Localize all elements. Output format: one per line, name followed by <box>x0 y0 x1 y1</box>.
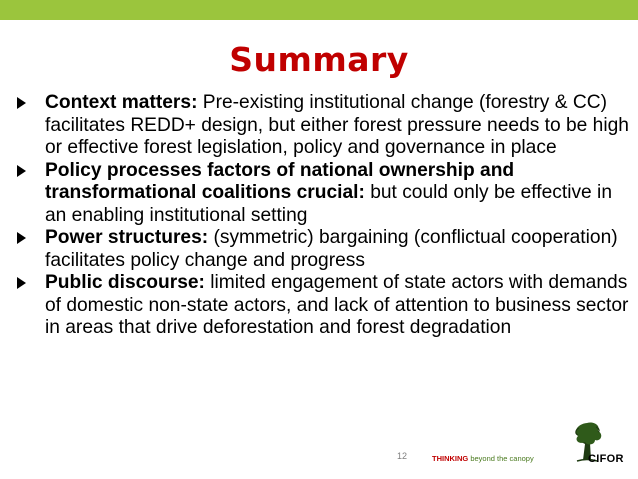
bullet-text: Pre-existing institutional change (forestry & CC) facilitates REDD+ design, but either forest pressure needs to be high or effective forest legislation, policy and governance in place <box>45 92 629 158</box>
bullet-lead: Power structures: <box>45 227 209 248</box>
bullet-lead: Context matters: <box>45 92 198 113</box>
bullet-item <box>14 227 629 272</box>
bullet-list <box>14 92 629 340</box>
tagline-rest: beyond the canopy <box>468 454 534 463</box>
bullet-item <box>14 92 629 160</box>
top-accent-bar <box>0 0 638 20</box>
bullet-item <box>14 160 629 228</box>
bullet-lead: Public discourse: <box>45 272 205 293</box>
triangle-bullet-icon <box>17 97 26 109</box>
triangle-bullet-icon <box>17 232 26 244</box>
tagline-strong: THINKING <box>432 454 469 463</box>
logo-text: CIFOR <box>588 453 624 465</box>
bullet-item <box>14 272 629 340</box>
footer-tagline <box>432 454 534 463</box>
page-number: 12 <box>397 451 408 461</box>
bullet-text: but could only be effective in an enabling institutional setting <box>45 182 612 226</box>
triangle-bullet-icon <box>17 165 26 177</box>
triangle-bullet-icon <box>17 277 26 289</box>
bullet-lead: Policy processes factors of national ownership and transformational coalitions crucial: <box>45 159 515 203</box>
slide-title: Summary <box>229 40 409 79</box>
bullet-text: (symmetric) bargaining (conflictual cooperation) facilitates policy change and progress <box>45 227 618 271</box>
bullet-text: limited engagement of state actors with demands of domestic non-state actors, and lack of attention to business sector in areas that drive deforestation and forest degradation <box>45 272 629 338</box>
